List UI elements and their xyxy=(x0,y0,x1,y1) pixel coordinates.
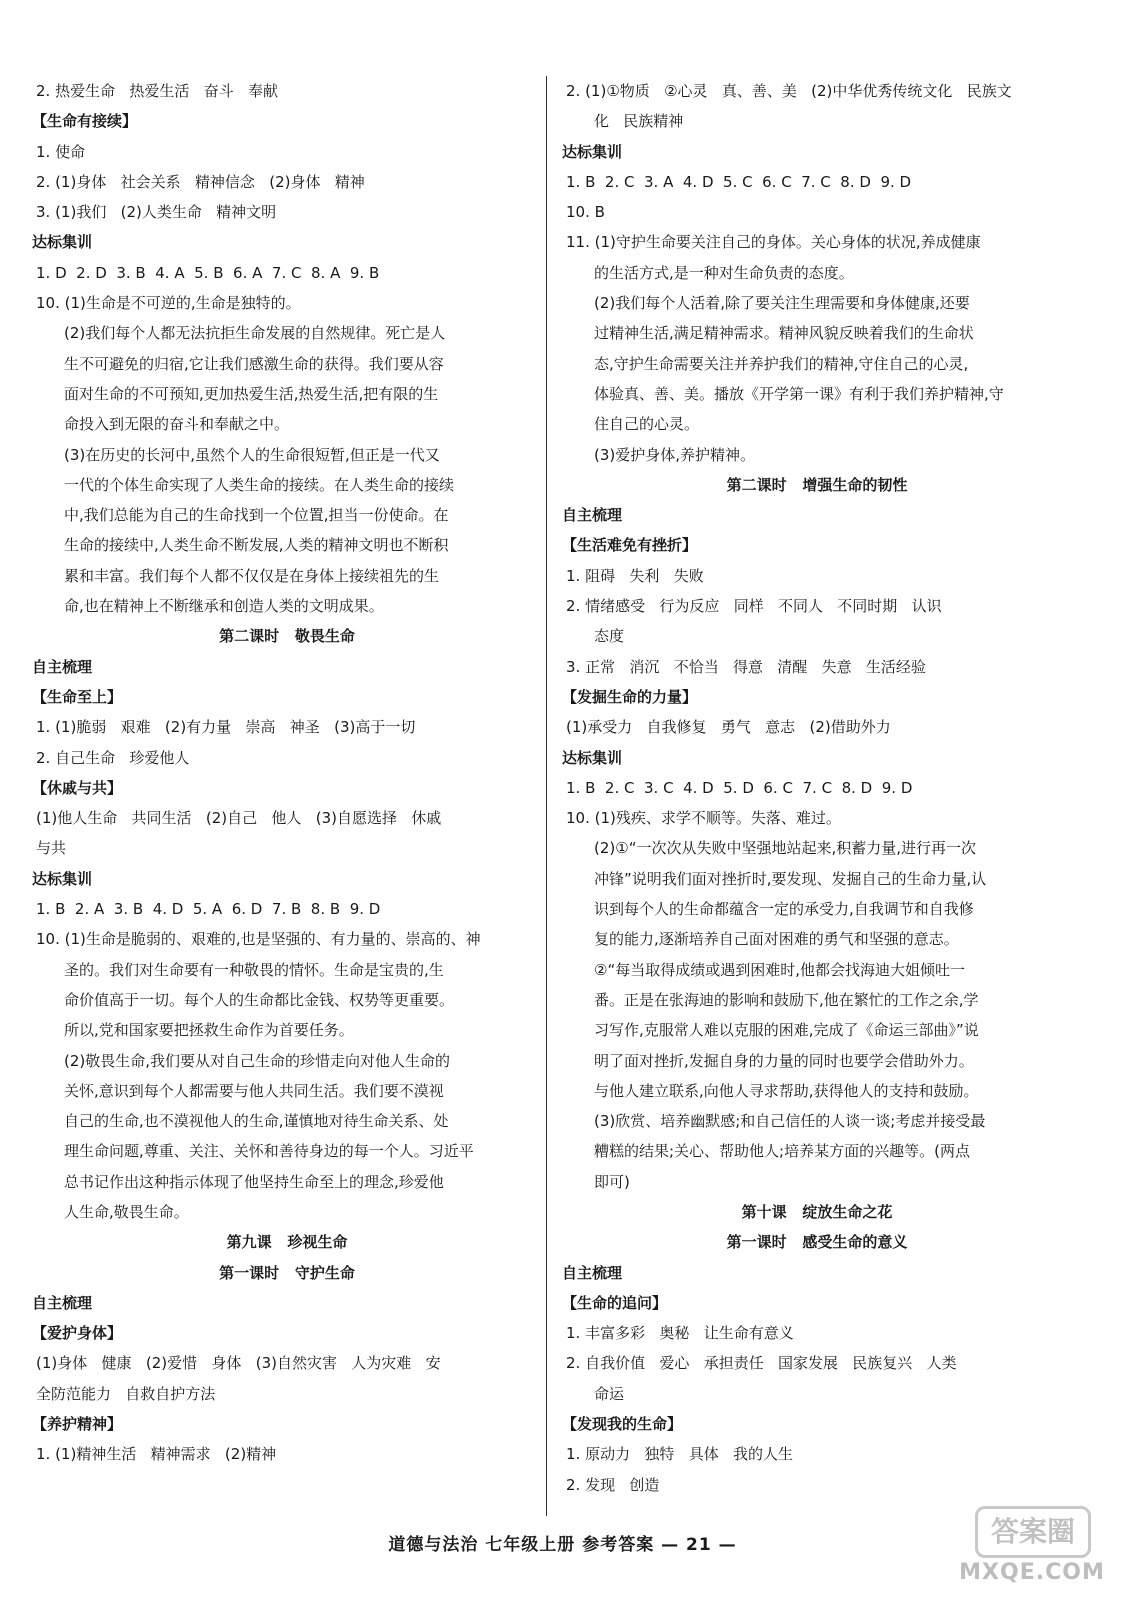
answer-line: 11. (1)守护生命要关注自己的身体。关心身体的状况,养成健康 xyxy=(566,233,981,252)
answer-line: 1. 丰富多彩 奥秘 让生命有意义 xyxy=(566,1324,794,1343)
answer-line: 糟糕的结果;关心、帮助他人;培养某方面的兴趣等。(两点 xyxy=(594,1142,970,1161)
answer-line: 复的能力,逐渐培养自己面对困难的勇气和坚强的意志。 xyxy=(594,930,959,949)
answer-line: ②“每当取得成绩或遇到困难时,他都会找海迪大姐倾吐一 xyxy=(594,960,965,979)
answer-line: 识到每个人的生命都蕴含一定的承受力,自我调节和自我修 xyxy=(594,900,974,919)
answer-line: 中,我们总能为自己的生命找到一个位置,担当一份使命。在 xyxy=(64,506,449,525)
section-heading: 自主梳理 xyxy=(32,1293,93,1312)
answer-line: 总书记作出这种指示体现了他坚持生命至上的理念,珍爱他 xyxy=(64,1172,444,1191)
answer-line: 2. (1)身体 社会关系 精神信念 (2)身体 精神 xyxy=(36,172,365,191)
answer-line: (2)我们每个人都无法抗拒生命发展的自然规律。死亡是人 xyxy=(64,324,446,343)
answer-line: 1. 阻碍 失利 失败 xyxy=(566,566,704,585)
answer-line: (1)他人生命 共同生活 (2)自己 他人 (3)自愿选择 休戚 xyxy=(36,809,442,828)
answer-line: 全防范能力 自救自护方法 xyxy=(36,1384,216,1403)
section-heading: 达标集训 xyxy=(32,233,93,252)
answer-line: 体验真、善、美。播放《开学第一课》有利于我们养护精神,守 xyxy=(594,384,1004,403)
answer-line: 10. (1)生命是不可逆的,生命是独特的。 xyxy=(36,294,301,313)
answer-line: 化 民族精神 xyxy=(594,112,684,131)
answer-line: (3)爱护身体,养护精神。 xyxy=(594,445,756,464)
answer-line: 10. B xyxy=(566,203,605,222)
answer-line: 的生活方式,是一种对生命负责的态度。 xyxy=(594,263,854,282)
section-heading: 【生命至上】 xyxy=(32,687,123,706)
answer-line: 关怀,意识到每个人都需要与他人共同生活。我们要不漠视 xyxy=(64,1081,444,1100)
column-divider xyxy=(546,76,547,1516)
answer-line: 圣的。我们对生命要有一种敬畏的情怀。生命是宝贵的,生 xyxy=(64,960,444,979)
answer-line: 番。正是在张海迪的影响和鼓励下,他在繁忙的工作之余,学 xyxy=(594,990,979,1009)
answer-line: 冲锋”说明我们面对挫折时,要发现、发掘自己的生命力量,认 xyxy=(594,869,987,888)
answer-line: (1)身体 健康 (2)爱惜 身体 (3)自然灾害 人为灾难 安 xyxy=(36,1354,441,1373)
section-heading: 【生命有接续】 xyxy=(32,112,138,131)
watermark-text: MXQE.COM xyxy=(959,1560,1105,1585)
answer-line: 态度 xyxy=(594,627,625,646)
answer-line: (1)承受力 自我修复 勇气 意志 (2)借助外力 xyxy=(566,718,891,737)
section-title: 第十课 绽放生命之花 xyxy=(741,1202,893,1221)
answer-line: 1. 使命 xyxy=(36,142,86,161)
answer-line: 1. (1)脆弱 艰难 (2)有力量 崇高 神圣 (3)高于一切 xyxy=(36,718,416,737)
right-column xyxy=(562,76,1072,1500)
section-heading: 【休戚与共】 xyxy=(32,778,123,797)
answer-line: 2. 热爱生命 热爱生活 奋斗 奉献 xyxy=(36,82,278,100)
section-heading: 【发现我的生命】 xyxy=(562,1415,683,1434)
section-heading: 自主梳理 xyxy=(562,506,623,525)
watermark-logo: 答案圈 xyxy=(975,1506,1091,1558)
answer-line: 自己的生命,也不漠视他人的生命,谨慎地对待生命关系、处 xyxy=(64,1112,449,1131)
answer-line: 住自己的心灵。 xyxy=(594,415,700,434)
section-heading: 达标集训 xyxy=(562,142,623,161)
answer-line: 一代的个体生命实现了人类生命的接续。在人类生命的接续 xyxy=(64,475,455,494)
answer-line: 2. 发现 创造 xyxy=(566,1475,660,1494)
section-title: 第一课时 守护生命 xyxy=(219,1263,355,1282)
answer-line: 1. D 2. D 3. B 4. A 5. B 6. A 7. C 8. A 9. B xyxy=(36,263,380,282)
section-heading: 自主梳理 xyxy=(562,1263,623,1282)
section-title: 第二课时 增强生命的韧性 xyxy=(726,475,908,494)
answer-line: 与共 xyxy=(36,839,67,858)
answer-line: 命运 xyxy=(594,1384,625,1403)
answer-line: 1. B 2. C 3. A 4. D 5. C 6. C 7. C 8. D 9. D xyxy=(566,172,912,191)
answer-line: 10. (1)残疾、求学不顺等。失落、难过。 xyxy=(566,809,841,828)
section-heading: 达标集训 xyxy=(562,748,623,767)
answer-line: 10. (1)生命是脆弱的、艰难的,也是坚强的、有力量的、崇高的、神 xyxy=(36,930,481,949)
answer-line: 习写作,克服常人难以克服的困难,完成了《命运三部曲》”说 xyxy=(594,1021,979,1040)
left-column xyxy=(32,76,542,1470)
watermark xyxy=(957,1506,1107,1592)
answer-line: 与他人建立联系,向他人寻求帮助,获得他人的支持和鼓励。 xyxy=(594,1081,979,1100)
section-heading: 【发掘生命的力量】 xyxy=(562,687,698,706)
section-heading: 自主梳理 xyxy=(32,657,93,676)
answer-line: 命价值高于一切。每个人的生命都比金钱、权势等更重要。 xyxy=(64,990,455,1009)
answer-line: 2. 情绪感受 行为反应 同样 不同人 不同时期 认识 xyxy=(566,597,942,616)
answer-line: 明了面对挫折,发掘自身的力量的同时也要学会借助外力。 xyxy=(594,1051,974,1070)
answer-line: 3. (1)我们 (2)人类生命 精神文明 xyxy=(36,203,277,222)
answer-line: 命投入到无限的奋斗和奉献之中。 xyxy=(64,415,290,434)
answer-line: (2)敬畏生命,我们要从对自己生命的珍惜走向对他人生命的 xyxy=(64,1051,451,1070)
answer-line: 1. B 2. A 3. B 4. D 5. A 6. D 7. B 8. B 9. D xyxy=(36,900,381,919)
answer-line: 1. 原动力 独特 具体 我的人生 xyxy=(566,1445,793,1464)
answer-line: (2)①“一次次从失败中坚强地站起来,积蓄力量,进行再一次 xyxy=(594,839,977,858)
section-heading: 【生命的追问】 xyxy=(562,1293,668,1312)
answer-line: 2. 自我价值 爱心 承担责任 国家发展 民族复兴 人类 xyxy=(566,1354,957,1373)
section-title: 第九课 珍视生命 xyxy=(226,1233,348,1252)
answer-line: 3. 正常 消沉 不恰当 得意 清醒 失意 生活经验 xyxy=(566,657,926,676)
answer-line: 1. B 2. C 3. C 4. D 5. D 6. C 7. C 8. D 9. D xyxy=(566,778,913,797)
answer-line: 过精神生活,满足精神需求。精神风貌反映着我们的生命状 xyxy=(594,324,974,343)
answer-line: 态,守护生命需要关注并养护我们的精神,守住自己的心灵, xyxy=(594,354,969,373)
section-heading: 【生活难免有挫折】 xyxy=(562,536,698,555)
answer-line: 即可) xyxy=(594,1172,630,1191)
answer-line: (3)欣赏、培养幽默感;和自己信任的人谈一谈;考虑并接受最 xyxy=(594,1112,986,1131)
answer-line: 1. (1)精神生活 精神需求 (2)精神 xyxy=(36,1445,277,1464)
section-heading: 【爱护身体】 xyxy=(32,1324,123,1343)
answer-line: 人生命,敬畏生命。 xyxy=(64,1202,189,1221)
answer-line: 2. (1)①物质 ②心灵 真、善、美 (2)中华优秀传统文化 民族文 xyxy=(566,82,1012,100)
answer-line: 命,也在精神上不断继承和创造人类的文明成果。 xyxy=(64,597,384,616)
section-title: 第二课时 敬畏生命 xyxy=(219,627,355,646)
section-heading: 【养护精神】 xyxy=(32,1415,123,1434)
answer-line: 面对生命的不可预知,更加热爱生活,热爱生活,把有限的生 xyxy=(64,384,439,403)
section-title: 第一课时 感受生命的意义 xyxy=(726,1233,908,1252)
answer-line: 生不可避免的归宿,它让我们感激生命的获得。我们要从容 xyxy=(64,354,444,373)
answer-line: 生命的接续中,人类生命不断发展,人类的精神文明也不断积 xyxy=(64,536,449,555)
answer-line: 理生命问题,尊重、关注、关怀和善待身边的每一个人。习近平 xyxy=(64,1142,474,1161)
answer-line: (3)在历史的长河中,虽然个人的生命很短暂,但正是一代又 xyxy=(64,445,440,464)
page-footer: 道德与法治 七年级上册 参考答案 — 21 — xyxy=(388,1535,737,1555)
answer-line: 所以,党和国家要把拯救生命作为首要任务。 xyxy=(64,1021,354,1040)
answer-line: (2)我们每个人活着,除了要关注生理需要和身体健康,还要 xyxy=(594,294,970,313)
answer-line: 2. 自己生命 珍爱他人 xyxy=(36,748,190,767)
answer-line: 累和丰富。我们每个人都不仅仅是在身体上接续祖先的生 xyxy=(64,566,440,585)
section-heading: 达标集训 xyxy=(32,869,93,888)
